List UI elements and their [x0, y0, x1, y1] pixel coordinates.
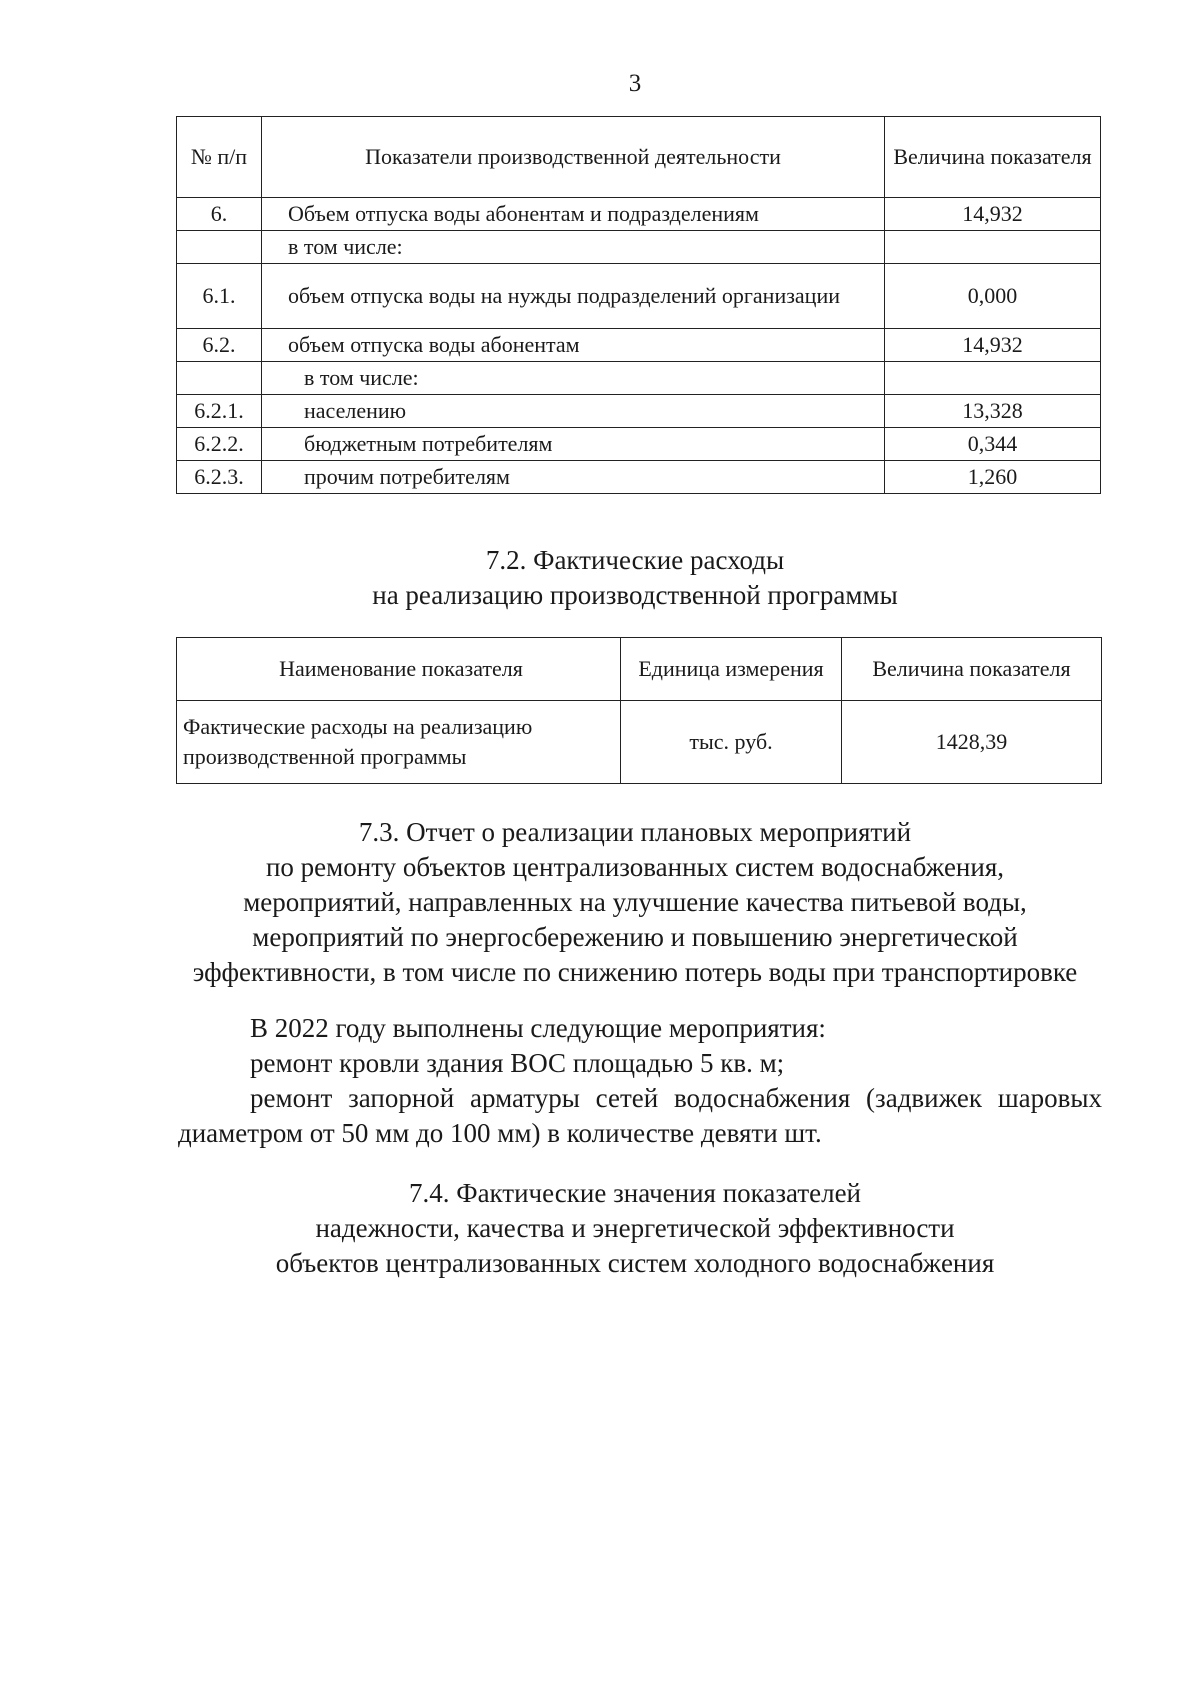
- heading-line: 7.4. Фактические значения показателей: [408, 1178, 862, 1208]
- row-value: 0,000: [885, 264, 1101, 329]
- production-indicators-table: [176, 116, 1101, 494]
- table-row: [177, 231, 1101, 264]
- measures-paragraph: [178, 1011, 1102, 1151]
- row-num: 6.: [177, 198, 262, 231]
- heading-line: 7.3. Отчет о реализации плановых мероприятий: [358, 817, 912, 847]
- row-name: объем отпуска воды абонентам: [262, 329, 885, 362]
- section-heading-7-2: [0, 543, 1200, 613]
- expenses-table: [176, 637, 1102, 784]
- row-name: Объем отпуска воды абонентам и подразделениям: [262, 198, 885, 231]
- row-name: в том числе:: [262, 362, 885, 395]
- row-num: 6.2.: [177, 329, 262, 362]
- row-name: Фактические расходы на реализацию производственной программы: [177, 701, 621, 784]
- paragraph-line: диаметром от 50 мм до 100 мм) в количестве девяти шт.: [178, 1118, 822, 1148]
- table-header-row: [177, 638, 1102, 701]
- section-heading-7-4: [0, 1176, 1200, 1281]
- row-num: 6.2.1.: [177, 395, 262, 428]
- heading-line: объектов централизованных систем холодного водоснабжения: [275, 1248, 995, 1278]
- table-row: [177, 362, 1101, 395]
- table-header-row: [177, 117, 1101, 198]
- row-num: [177, 362, 262, 395]
- row-name: объем отпуска воды на нужды подразделений организации: [262, 264, 885, 329]
- table-row: [177, 428, 1101, 461]
- table-row: [177, 198, 1101, 231]
- row-value: [885, 362, 1101, 395]
- table-row: [177, 461, 1101, 494]
- heading-line: на реализацию производственной программы: [372, 580, 898, 610]
- header-value: Величина показателя: [885, 117, 1101, 198]
- heading-line: эффективности, в том числе по снижению потерь воды при транспортировке: [192, 957, 1078, 987]
- row-value: 0,344: [885, 428, 1101, 461]
- row-value: 1428,39: [842, 701, 1102, 784]
- table-row: [177, 395, 1101, 428]
- row-num: 6.2.3.: [177, 461, 262, 494]
- heading-line: мероприятий по энергосбережению и повышению энергетической: [252, 922, 1018, 952]
- heading-line: по ремонту объектов централизованных систем водоснабжения,: [265, 852, 1005, 882]
- table-row: [177, 701, 1102, 784]
- paragraph-line: ремонт запорной арматуры сетей водоснабжения (задвижек шаровых: [250, 1083, 1102, 1113]
- row-num: 6.1.: [177, 264, 262, 329]
- header-value: Величина показателя: [842, 638, 1102, 701]
- heading-line: 7.2. Фактические расходы: [485, 545, 785, 575]
- row-name: прочим потребителям: [262, 461, 885, 494]
- row-num: 6.2.2.: [177, 428, 262, 461]
- header-num: № п/п: [177, 117, 262, 198]
- table-row: [177, 329, 1101, 362]
- row-num: [177, 231, 262, 264]
- row-value: 1,260: [885, 461, 1101, 494]
- header-indicator-name: Наименование показателя: [177, 638, 621, 701]
- row-name: бюджетным потребителям: [262, 428, 885, 461]
- row-value: 14,932: [885, 198, 1101, 231]
- header-indicator: Показатели производственной деятельности: [262, 117, 885, 198]
- section-heading-7-3: [0, 815, 1200, 990]
- row-unit: тыс. руб.: [621, 701, 842, 784]
- row-value: 14,932: [885, 329, 1101, 362]
- row-name: населению: [262, 395, 885, 428]
- paragraph-line: ремонт кровли здания ВОС площадью 5 кв. м;: [250, 1048, 785, 1078]
- row-value: 13,328: [885, 395, 1101, 428]
- heading-line: надежности, качества и энергетической эффективности: [315, 1213, 955, 1243]
- paragraph-line: В 2022 году выполнены следующие мероприятия:: [250, 1013, 826, 1043]
- row-value: [885, 231, 1101, 264]
- page-number: 3: [628, 70, 642, 97]
- row-name: в том числе:: [262, 231, 885, 264]
- heading-line: мероприятий, направленных на улучшение качества питьевой воды,: [243, 887, 1027, 917]
- table-row: [177, 264, 1101, 329]
- header-unit: Единица измерения: [621, 638, 842, 701]
